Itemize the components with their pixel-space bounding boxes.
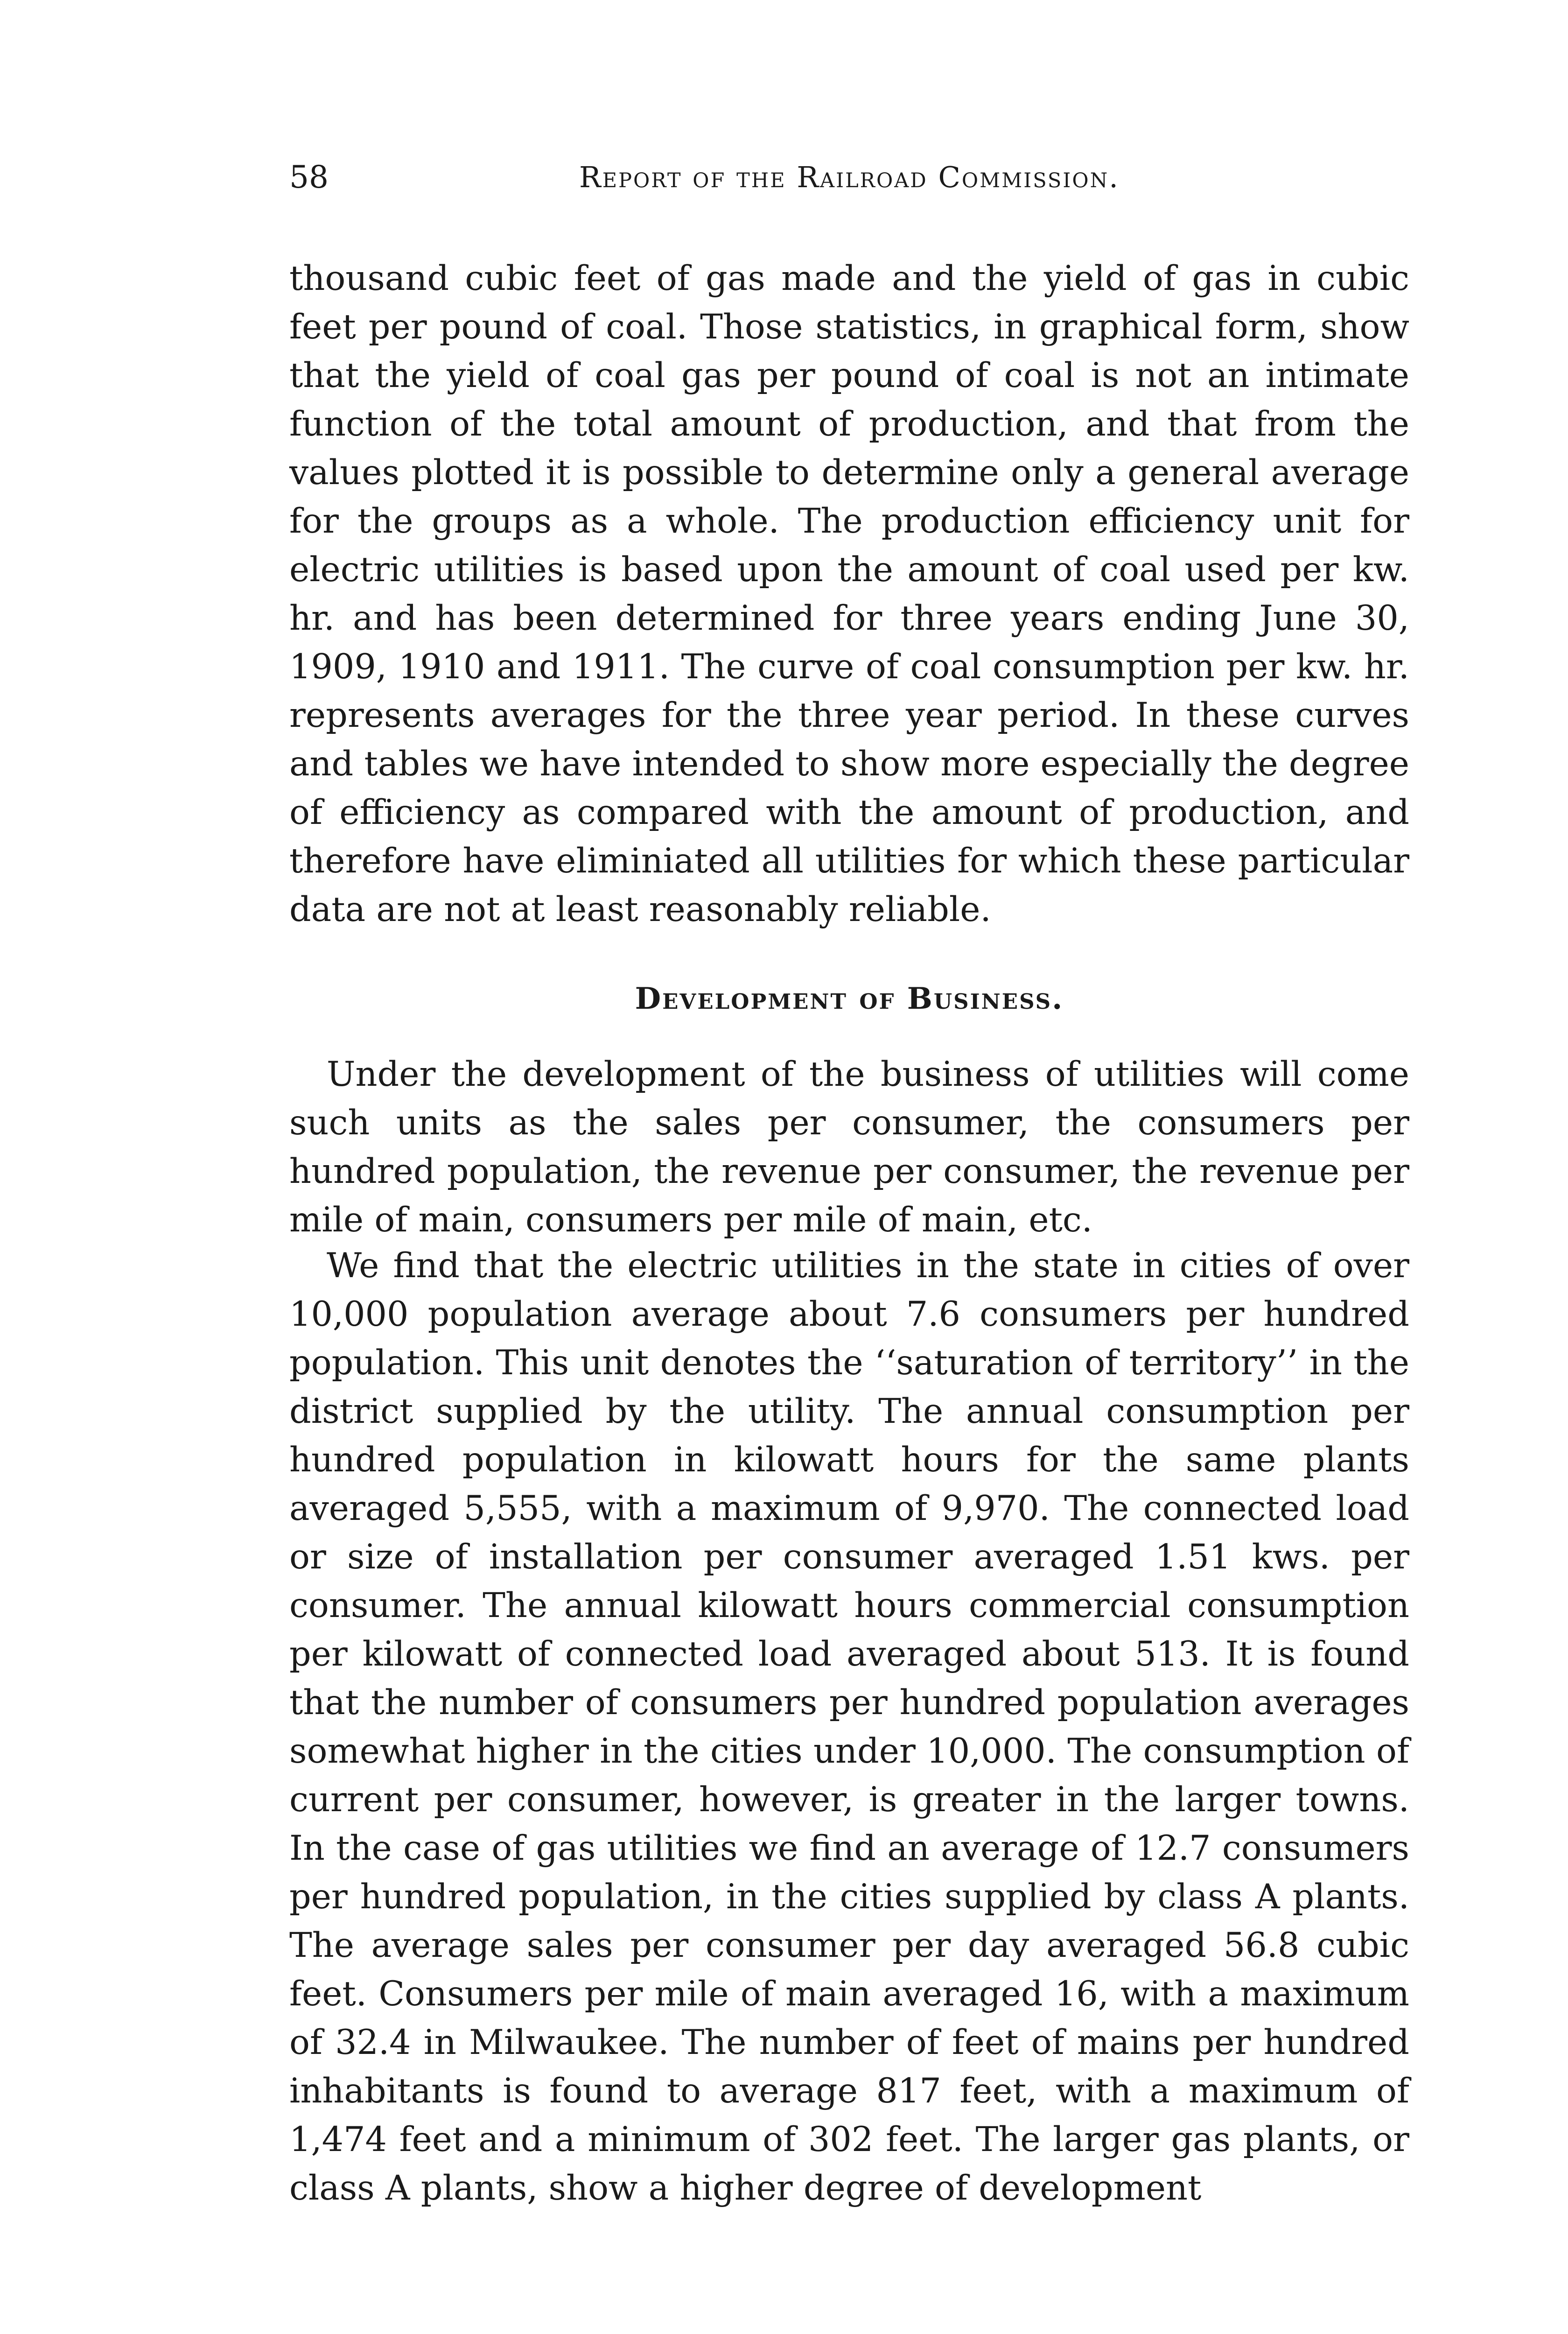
- section-heading: Development of Business.: [635, 981, 1064, 1016]
- page-header: [289, 154, 1409, 215]
- paragraph-consumer-statistics: We find that the electric utilities in the state in cities of over 10,000 population average about 7.6 consumers per hundred population. This unit denotes the ‘‘saturation of territory’’ in the district supplied by the utility. The annual consumption per hundred population in kilowatt hours for the same plants averaged 5,555, with a maximum of 9,970. The connected load or size of installation per consumer averaged 1.51 kws. per consumer. The annual kilowatt hours commercial consumption per kilowatt of connected load averaged about 513. It is found that the number of consumers per hundred population averages somewhat higher in the cities under 10,000. The consumption of current per consumer, however, is greater in the larger towns. In the case of gas utilities we find an average of 12.7 consumers per hundred population, in the cities supplied by class A plants. The average sales per consumer per day averaged 56.8 cubic feet. Consumers per mile of main averaged 16, with a maximum of 32.4 in Milwaukee. The number of feet of mains per hundred inhabitants is found to average 817 feet, with a maximum of 1,474 feet and a minimum of 302 feet. The larger gas plants, or class A plants, show a higher degree of development: [289, 1246, 1409, 2208]
- running-head: Report of the Railroad Commission.: [579, 160, 1120, 194]
- paragraph-coal-efficiency: thousand cubic feet of gas made and the yield of gas in cubic feet per pound of coal. Those statistics, in graphical form, show that the yield of coal gas per pound of coal is not an intimate function of the total amount of production, and that from the values plotted it is possible to determine only a general average for the groups as a whole. The production efficiency unit for electric utilities is based upon the amount of coal used per kw. hr. and has been determined for three years ending June 30, 1909, 1910 and 1911. The curve of coal consumption per kw. hr. represents averages for the three year period. In these curves and tables we have intended to show more especially the degree of efficiency as compared with the amount of production, and therefore have eliminiated all utilities for which these particular data are not at least reasonably reliable.: [289, 259, 1409, 929]
- page-number: 58: [289, 159, 329, 195]
- paragraph-business-units: Under the development of the business of utilities will come such units as the sales per consumer, the consumers per hundred population, the revenue per consumer, the revenue per mile of main, consumers per mile of main, etc.: [289, 1055, 1409, 1240]
